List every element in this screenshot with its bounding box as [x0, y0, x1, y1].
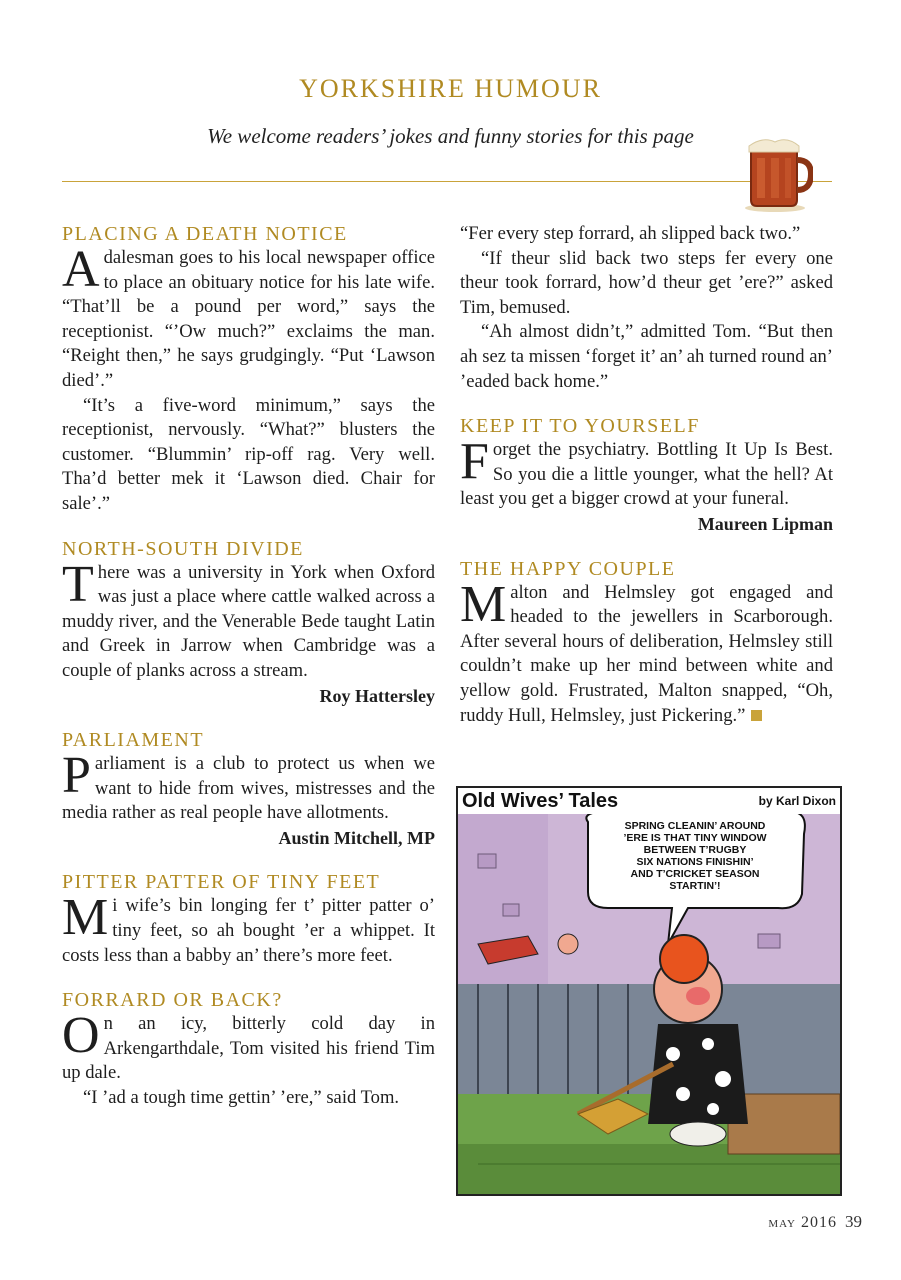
heading-death-notice: PLACING A DEATH NOTICE: [62, 223, 348, 245]
end-mark-icon: [751, 710, 762, 721]
forrard-p4: “If theur slid back two steps fer every one theur took forrard, how’d theur get ’ere?” asked Tim, bemused.: [460, 247, 833, 318]
page-title: YORKSHIRE HUMOUR: [299, 74, 602, 103]
drop-cap: M: [460, 575, 507, 633]
drop-cap: T: [62, 555, 94, 613]
drop-cap: P: [62, 747, 91, 805]
speech-line: STARTIN’!: [669, 880, 721, 892]
happy-couple-p1: [460, 575, 833, 729]
speech-line: ’ERE IS THAT TINY WINDOW: [623, 832, 767, 844]
speech-bubble: [598, 820, 792, 892]
parliament-p1: [62, 747, 435, 826]
forrard-p2: “I ’ad a tough time gettin’ ’ere,” said Tom.: [83, 1087, 400, 1109]
left-column: [62, 222, 435, 1111]
heading-forrard: FORRARD OR BACK?: [62, 989, 283, 1012]
heading-yourself: KEEP IT TO YOURSELF: [460, 415, 700, 438]
page-footer: [0, 1212, 862, 1232]
speech-line: SPRING CLEANIN’ AROUND: [624, 820, 766, 832]
right-column: [460, 222, 833, 728]
header-rule: [62, 181, 832, 182]
page-subtitle: We welcome readers’ jokes and funny stories for this page: [207, 124, 694, 148]
drop-cap: O: [62, 1007, 100, 1065]
cartoon-panel: [456, 786, 842, 1196]
cartoon-credit: by Karl Dixon: [758, 794, 836, 808]
speech-line: BETWEEN T’RUGBY: [643, 844, 747, 856]
forrard-p5: “Ah almost didn’t,” admitted Tom. “But then ah sez ta missen ‘forget it’ an’ ah turned round an’ ’eaded back home.”: [460, 321, 833, 392]
parliament-text: arliament is a club to protect us when we want to hide from wives, mistresses and the media rather as real people have allotments.: [62, 753, 435, 824]
forrard-text: n an icy, bitterly cold day in Arkengarthdale, Tom visited his friend Tim up dale.: [62, 1013, 435, 1084]
forrard-p1: [62, 1007, 435, 1086]
forrard-p3: “Fer every step forrard, ah slipped back two.”: [460, 223, 801, 244]
heading-north-south: NORTH-SOUTH DIVIDE: [62, 537, 304, 560]
byline: Maureen Lipman: [697, 513, 833, 534]
drop-cap: M: [62, 889, 109, 947]
death-notice-p1: [62, 241, 435, 394]
speech-line: SIX NATIONS FINISHIN’: [636, 856, 754, 868]
beer-mug-icon: [743, 136, 813, 212]
issue-date: may 2016: [768, 1214, 837, 1231]
heading-tiny-feet: PITTER PATTER OF TINY FEET: [62, 871, 381, 894]
death-notice-text: dalesman goes to his local newspaper office to place an obituary notice for his late wife. “That’ll be a pound per word,” says the receptionist. “’Ow much?” exclaims the man. “Reight then,” he says grudgingly. “Put ‘Lawson died’.”: [62, 247, 435, 391]
heading-parliament: PARLIAMENT: [62, 729, 205, 752]
north-south-p1: [62, 555, 435, 684]
drop-cap: F: [460, 433, 489, 491]
north-south-text: here was a university in York when Oxford was just a place where cattle walked across a muddy river, and the Venerable Bede taught Latin and Greek in Jarrow when Cambridge was a couple of planks across a stream.: [62, 561, 435, 681]
cartoon-title: Old Wives’ Tales: [462, 790, 619, 812]
speech-line: AND T’CRICKET SEASON: [630, 868, 760, 880]
yourself-text: orget the psychiatry. Bottling It Up Is Best. So you die a little younger, what the hell? At least you get a bigger crowd at your funeral.: [460, 439, 833, 510]
yourself-p1: [460, 433, 833, 512]
byline: Roy Hattersley: [319, 685, 435, 706]
page-number: 39: [845, 1212, 862, 1231]
byline: Austin Mitchell, MP: [278, 827, 435, 848]
death-notice-p2: “It’s a five-word minimum,” says the receptionist, nervously. “What?” blusters the customer. “Blummin’ rip-off rag. Very well. Tha’d better mek it ‘Lawson died. Chair for sale’.”: [62, 394, 435, 514]
tiny-feet-text: i wife’s bin longing fer t’ pitter patter o’ tiny feet, so ah bought ’er a whippet. It costs less than a babby an’ there’s more feet.: [62, 895, 435, 966]
happy-couple-text: alton and Helmsley got engaged and headed to the jewellers in Scarborough. After several hours of deliberation, Helmsley still couldn’t make up her mind between white and yellow gold. Frustrated, Malton snapped, “Oh, ruddy Hull, Helmsley, just Pickering.”: [460, 581, 833, 726]
tiny-feet-p1: [62, 889, 435, 968]
drop-cap: A: [62, 241, 100, 298]
heading-happy-couple: THE HAPPY COUPLE: [460, 557, 676, 580]
